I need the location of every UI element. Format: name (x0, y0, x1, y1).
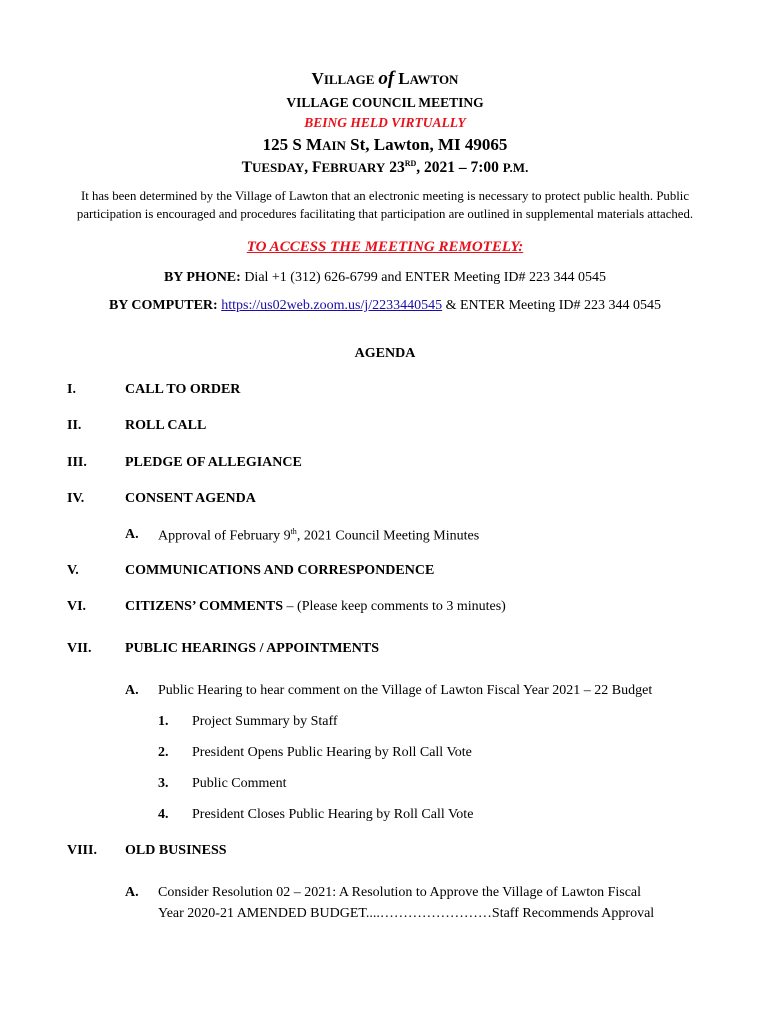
citizens-comments-title: CITIZENS’ COMMENTS (125, 599, 284, 614)
consent-sub-item (158, 527, 479, 545)
address-suffix: St, Lawton, MI 49065 (345, 135, 508, 154)
agenda-num-2: II. (67, 418, 82, 433)
agenda-item-citizens-comments (125, 599, 506, 615)
public-hearing-sub-letter: A. (125, 683, 139, 698)
date-sup: RD (404, 159, 417, 168)
computer-label: BY COMPUTER: (108, 298, 218, 313)
title-lawton-rest: AWTON (409, 72, 459, 87)
village-title (0, 68, 770, 90)
phone-label: BY PHONE: (163, 270, 241, 285)
phone-access (0, 270, 770, 286)
notice-paragraph (0, 187, 770, 223)
meeting-type: VILLAGE COUNCIL MEETING (286, 95, 484, 110)
agenda-num-8: VIII. (67, 843, 97, 858)
meeting-date (0, 159, 770, 177)
date-day: 23 (385, 159, 405, 177)
agenda-item-pledge: PLEDGE OF ALLEGIANCE (125, 455, 302, 470)
agenda-num-3: III. (67, 455, 87, 470)
old-business-sub-letter: A. (125, 885, 139, 900)
title-of: of (378, 68, 395, 89)
agenda-num-6: VI. (67, 599, 87, 614)
phone-text: Dial +1 (312) 626-6799 and ENTER Meeting ID# 223 344 0545 (240, 270, 607, 285)
step-text-2: President Opens Public Hearing by Roll Call Vote (192, 745, 472, 760)
step-text-4: President Closes Public Hearing by Roll Call Vote (192, 807, 474, 822)
access-heading-text: TO ACCESS THE MEETING REMOTELY (246, 239, 519, 255)
date-uesday: UESDAY (252, 160, 305, 176)
address-small: AIN (322, 138, 346, 153)
step-text-1: Project Summary by Staff (192, 714, 338, 729)
step-num-4: 4. (158, 807, 169, 822)
date-pm: P.M. (502, 160, 529, 176)
agenda-item-old-business: OLD BUSINESS (125, 843, 227, 858)
citizens-comments-note: – (Please keep comments to 3 minutes) (283, 599, 506, 614)
address-prefix: 125 S M (262, 135, 323, 154)
agenda-heading: AGENDA (354, 346, 416, 361)
step-text-3: Public Comment (192, 776, 287, 791)
meeting-address (0, 135, 770, 155)
public-hearing-sub-item: Public Hearing to hear comment on the Village of Lawton Fiscal Year 2021 – 22 Budget (158, 683, 653, 698)
date-ebruary: EBRUARY (321, 160, 386, 176)
notice-line-1: It has been determined by the Village of Lawton that an electronic meeting is necessary to protect public health. Public (80, 189, 690, 203)
agenda-item-communications: COMMUNICATIONS AND CORRESPONDENCE (125, 563, 435, 578)
consent-sub-text-pre: Approval of February 9 (158, 528, 291, 544)
access-heading (0, 239, 770, 256)
access-heading-colon: : (518, 239, 524, 255)
step-num-2: 2. (158, 745, 169, 760)
agenda-item-call-to-order: CALL TO ORDER (125, 382, 241, 397)
old-business-sub-line-1: Consider Resolution 02 – 2021: A Resolution to Approve the Village of Lawton Fiscal (158, 885, 642, 900)
computer-access (0, 298, 770, 314)
consent-sub-sup: th (290, 527, 297, 536)
agenda-num-5: V. (67, 563, 79, 578)
zoom-link[interactable]: https://us02web.zoom.us/j/2233440545 (221, 298, 443, 313)
agenda-item-public-hearings: PUBLIC HEARINGS / APPOINTMENTS (125, 641, 379, 656)
virtual-note: BEING HELD VIRTUALLY (304, 115, 466, 130)
date-rest: , 2021 – 7:00 (416, 159, 503, 177)
consent-sub-letter: A. (125, 527, 139, 542)
agenda-num-7: VII. (67, 641, 92, 656)
old-business-sub-line-2: Year 2020-21 AMENDED BUDGET....……………………Staff Recommends Approval (158, 906, 655, 921)
title-village-rest: ILLAGE (323, 72, 375, 87)
agenda-item-consent: CONSENT AGENDA (125, 491, 256, 506)
agenda-item-roll-call: ROLL CALL (125, 418, 207, 433)
step-num-3: 3. (158, 776, 169, 791)
date-comma: , F (304, 159, 322, 177)
title-lawton-initial: L (398, 69, 410, 88)
notice-line-2: participation is encouraged and procedures facilitating that participation are outlined in supplemental materials attached. (76, 207, 694, 221)
consent-sub-text-post: , 2021 Council Meeting Minutes (296, 528, 480, 544)
title-village-initial: V (311, 69, 324, 88)
agenda-num-4: IV. (67, 491, 85, 506)
agenda-num-1: I. (67, 382, 76, 397)
computer-text: & ENTER Meeting ID# 223 344 0545 (442, 298, 662, 313)
date-t: T (241, 159, 252, 177)
step-num-1: 1. (158, 714, 169, 729)
